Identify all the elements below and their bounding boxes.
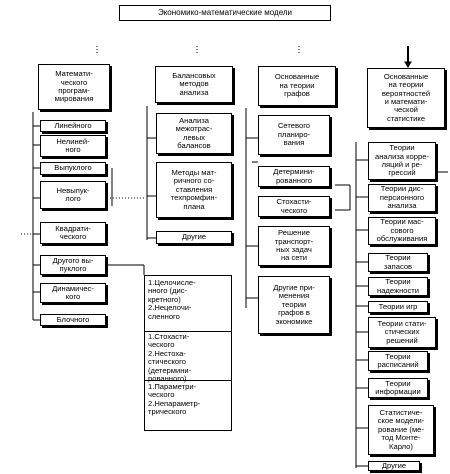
prob-item-queueing: Теории мас- сового обслуживания [368, 217, 436, 245]
classification-group-2: 1.Стохасти- ческого 2.Нестоха- стического (детермини- рованного) [148, 332, 192, 384]
classification-block [144, 275, 232, 431]
math-programming-header: Математи- ческого програм- мирования [38, 64, 110, 110]
math-item-convex: Выпуклого [40, 162, 106, 175]
prob-item-schedules: Теории расписаний [368, 351, 428, 371]
prob-item-information: Теории информации [368, 378, 428, 398]
math-item-linear: Линейного [40, 120, 106, 132]
balance-methods-header: Балансовых методов анализа [155, 66, 233, 103]
graph-item-stochastic: Стохасти- ческого [258, 196, 330, 217]
prob-item-inventory: Теории запасов [368, 253, 428, 272]
balance-item-other: Другие [156, 231, 232, 244]
math-item-quadratic: Квадрати- ческого [40, 222, 106, 244]
prob-item-other: Другие [368, 461, 420, 471]
graph-item-other-applications: Другие при- менения теории графов в экономике [258, 276, 330, 334]
prob-item-statistical-decisions: Теории стати- стических решений [368, 317, 436, 348]
math-item-other-convex: Другого вы- пуклого [40, 255, 106, 275]
prob-item-reliability: Теории надежности [368, 277, 428, 296]
prob-item-monte-carlo: Статистиче- ское модели- рование (ме- тод Монте- Карло) [368, 405, 434, 455]
graph-item-transport: Решение транспорт- ных задач на сети [258, 226, 330, 266]
math-item-dynamic: Динамичес- кого [40, 283, 106, 303]
graph-item-network-planning: Сетевого планиро- вания [258, 115, 330, 155]
prob-item-dispersion: Теории дис- персионного анализа [368, 184, 436, 212]
probability-theory-header: Основанные на теории вероятностей и математи- ческой статистике [367, 68, 445, 128]
graph-theory-header: Основанные на теории графов [258, 66, 336, 106]
classification-group-3: 1.Параметри- ческого 2.Непараметр- трического [148, 382, 201, 417]
balance-item-interindustry: Анализа межотрас- левых балансов [156, 113, 232, 154]
diagram-title: Экономико-математические модели [119, 5, 331, 21]
balance-item-matrix-methods: Методы мат- ричного со- ставления техпромфин- плана [156, 162, 232, 218]
math-item-block: Блочного [40, 314, 106, 326]
classification-group-1: 1.Целочисле- нного (дис- кретного) 2.Нецелочи- сленного [148, 278, 196, 321]
prob-item-correlation-regression: Теории анализа корре- ляций и ре- грессий [368, 142, 436, 180]
prob-item-games: Теории игр [368, 301, 428, 313]
math-item-nonconvex: Невыпук- лого [40, 181, 106, 209]
graph-item-deterministic: Детермини- рованного [258, 166, 330, 187]
math-item-nonlinear: Нелиней- ного [40, 135, 106, 157]
